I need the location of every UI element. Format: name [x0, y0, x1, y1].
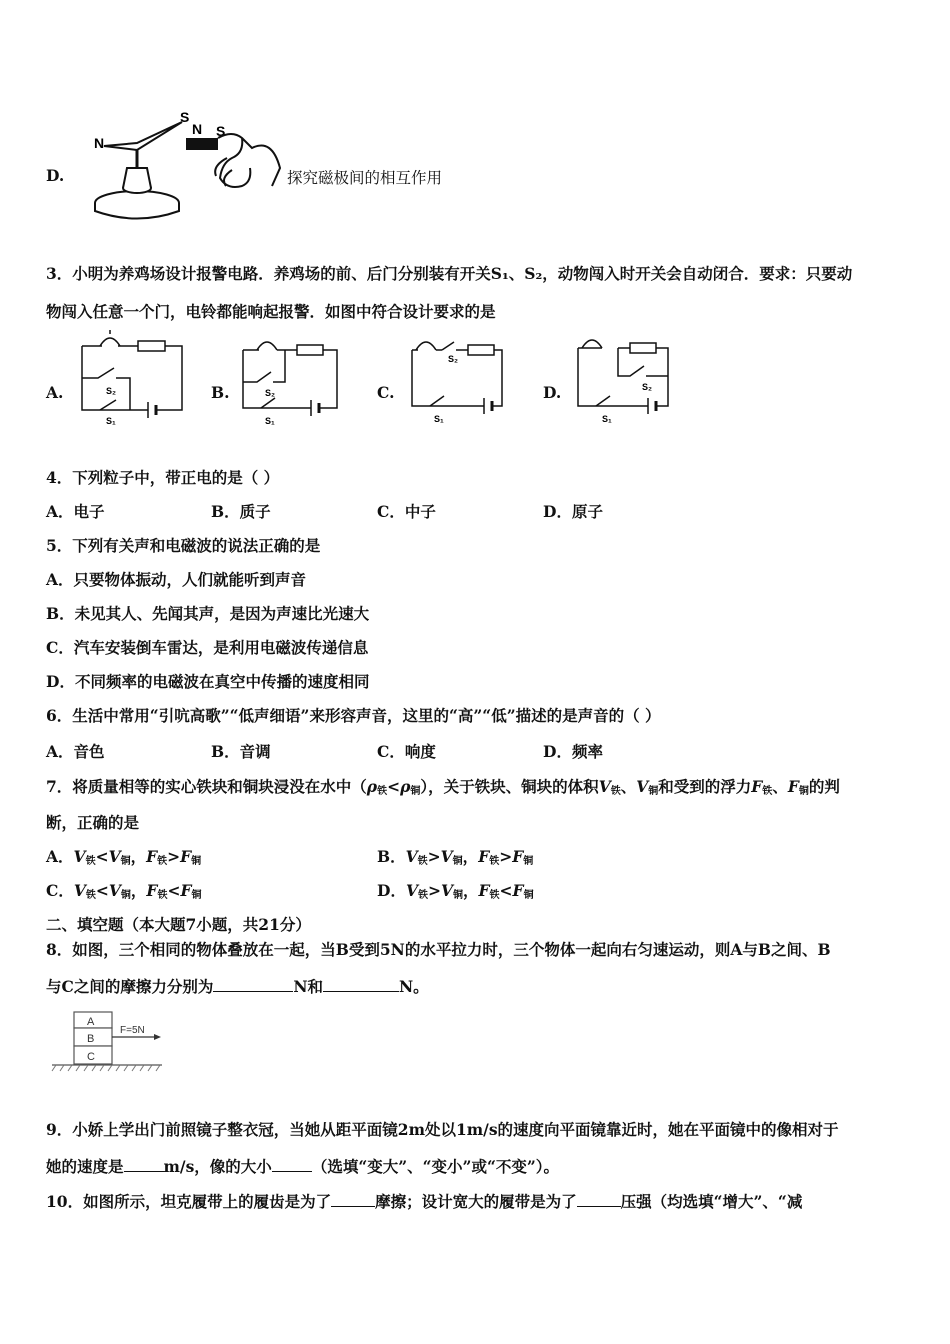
q5-option-b: B．未见其人、先闻其声，是因为声速比光速大: [46, 604, 370, 623]
q3-stem-line2: 物闯入任意一个门，电铃都能响起报警．如图中符合设计要求的是: [46, 302, 496, 321]
q7-v-tong: V: [636, 777, 649, 796]
q9-blank-size[interactable]: [272, 1156, 312, 1173]
hand-drawing: [215, 134, 280, 187]
q7-oc-vrel: <: [95, 881, 109, 900]
circuit-a-resistor: [138, 341, 165, 351]
q7-od-f1-sub: 铁: [489, 890, 500, 901]
q7-option-a: [46, 845, 201, 867]
section-2-title: 二、填空题（本大题7小题，共21分）: [46, 915, 311, 934]
q9-stem-line1: 9．小娇上学出门前照镜子整衣冠，当她从距平面镜2m处以1m/s的速度向平面镜靠近时，她在平面镜中的像相对于: [46, 1120, 839, 1139]
force-arrow-head: [154, 1034, 161, 1040]
q7-od-f1: F: [478, 881, 490, 900]
q8-line2-c: N。: [399, 977, 429, 996]
circuit-c-s1-label: S₁: [434, 414, 444, 424]
q10-line1-c: 压强（均选填“增大”、“减: [620, 1192, 803, 1211]
compass-magnet-figure: [92, 108, 287, 223]
magnetic-needle: [104, 122, 182, 150]
q4-option-a: A．电子: [46, 502, 105, 521]
q10-blank-pressure[interactable]: [577, 1191, 621, 1208]
q9-line2-b: m/s，像的大小: [163, 1157, 272, 1176]
q7-oa-f1: F: [146, 847, 158, 866]
block-a-label: A: [87, 1016, 95, 1028]
circuit-d-bell: [582, 340, 602, 348]
q6-option-b: B．音调: [211, 742, 271, 761]
q9-blank-speed[interactable]: [124, 1156, 164, 1173]
circuit-d-s1-switch: [596, 396, 610, 406]
q3-option-d-letter: D.: [543, 383, 562, 402]
q7-oa-f2-sub: 铜: [191, 856, 202, 867]
block-b-label: B: [87, 1033, 95, 1045]
q7-f-tie-sub: 铁: [762, 786, 773, 797]
q7-ob-v2: V: [440, 847, 453, 866]
q10-line1-a: 10．如图所示，坦克履带上的履齿是为了: [46, 1192, 332, 1211]
q7-od-v1-sub: 铁: [417, 890, 428, 901]
q6-option-d: D．频率: [543, 742, 603, 761]
circuit-b-resistor: [297, 345, 323, 355]
q7-od-v1: V: [405, 881, 418, 900]
circuit-a-s2-label: S₂: [106, 386, 117, 396]
q7-oa-v1: V: [73, 847, 86, 866]
circuit-a: [70, 328, 190, 428]
ground-hatching: [52, 1065, 160, 1071]
circuit-d-s1-label: S₁: [602, 414, 612, 424]
q8-stem-line2: [46, 975, 429, 997]
magnet-n-label: N: [192, 121, 203, 137]
q8-blank-bc[interactable]: [323, 976, 399, 993]
q6-stem: 6．生活中常用“引吭高歌”“低声细语”来形容声音，这里的“高”“低”描述的是声音的（ ）: [46, 706, 661, 725]
q7-ob-f2-sub: 铜: [523, 856, 534, 867]
circuit-d-s2-label: S₂: [642, 382, 653, 392]
q7-stem-b: ），关于铁块、铜块的体积: [420, 777, 599, 796]
needle-s-label: S: [180, 109, 190, 125]
q7-oc-f2-sub: 铜: [191, 890, 202, 901]
circuit-d-s2-switch: [618, 348, 668, 376]
q6-option-c: C．响度: [377, 742, 436, 761]
circuit-d: [568, 330, 678, 426]
q7-f-tong: F: [787, 777, 799, 796]
q7-stem-line2: 断，正确的是: [46, 813, 140, 832]
q7-oc-f1-sub: 铁: [157, 890, 168, 901]
q7-oa-v2: V: [108, 847, 121, 866]
stand-base-side: [95, 203, 179, 219]
q7-stem-d: 的判: [808, 777, 840, 796]
q7-sep-2: 、: [772, 777, 788, 796]
q7-stem-a: 7．将质量相等的实心铁块和铜块浸没在水中（: [46, 777, 367, 796]
circuit-b-s1-switch: [261, 398, 275, 408]
q7-rho-2: ρ: [400, 777, 411, 796]
q7-f-tie: F: [751, 777, 763, 796]
q7-od-v2-sub: 铜: [453, 890, 464, 901]
q7-option-b: [377, 845, 533, 867]
q7-oc-f1: F: [146, 881, 158, 900]
q7-f-tong-sub: 铜: [798, 786, 809, 797]
circuit-a-bell: [100, 338, 120, 346]
q4-stem: 4．下列粒子中，带正电的是（ ）: [46, 468, 280, 487]
q7-v-tie: V: [598, 777, 611, 796]
q7-oc-v2: V: [108, 881, 121, 900]
q7-v-tong-sub: 铜: [648, 786, 659, 797]
circuit-d-wires: [578, 348, 668, 406]
stand-body: [123, 168, 151, 188]
circuit-c-s2-switch: [442, 342, 454, 350]
q7-stem-line1: [46, 775, 840, 797]
q2-option-d-letter: D.: [46, 166, 65, 185]
q5-option-a: A．只要物体振动，人们就能听到声音: [46, 570, 307, 589]
q7-ob-f2: F: [512, 847, 524, 866]
circuit-b-bell: [257, 342, 277, 350]
q7-option-c: [46, 879, 201, 901]
stacked-blocks-figure: [50, 1008, 170, 1080]
magnet-s-label: S: [216, 123, 226, 139]
q7-ob-f1: F: [478, 847, 490, 866]
q8-blank-ab[interactable]: [213, 976, 293, 993]
q4-option-b: B．质子: [211, 502, 271, 521]
bar-magnet-n-end: [186, 138, 218, 150]
q7-sub-tie: 铁: [377, 786, 388, 797]
q9-stem-line2: [46, 1155, 559, 1177]
q7-sub-tong: 铜: [410, 786, 421, 797]
q3-stem-line1: 3．小明为养鸡场设计报警电路．养鸡场的前、后门分别装有开关S₁、S₂，动物闯入时开关会自动闭合．要求：只要动: [46, 264, 853, 283]
q4-option-c: C．中子: [377, 502, 436, 521]
circuit-c-s1-switch: [430, 396, 444, 406]
q9-line2-c: （选填“变大”、“变小”或“不变”）。: [311, 1157, 560, 1176]
q7-oc-frel: <: [167, 881, 181, 900]
circuit-c-bell: [416, 342, 436, 350]
force-label: F=5N: [120, 1025, 145, 1036]
q8-line2-a: 与C之间的摩擦力分别为: [46, 977, 214, 996]
q7-lt: <: [387, 777, 401, 796]
q3-option-b-letter: B.: [211, 383, 230, 402]
circuit-b-wires: [243, 350, 337, 408]
q7-oc-v1-sub: 铁: [85, 890, 96, 901]
q7-od-f2-sub: 铜: [523, 890, 534, 901]
q7-oa-frel: >: [167, 847, 181, 866]
q7-option-c-letter: C．: [46, 881, 74, 900]
circuit-c-resistor: [468, 345, 494, 355]
q7-rho: ρ: [366, 777, 378, 796]
q5-stem: 5．下列有关声和电磁波的说法正确的是: [46, 536, 321, 555]
q7-ob-frel: >: [499, 847, 513, 866]
circuit-a-s1-label: S₁: [106, 416, 116, 426]
block-c-label: C: [87, 1051, 95, 1063]
q10-line1-b: 摩擦；设计宽大的履带是为了: [375, 1192, 577, 1211]
q7-oa-comma: ，: [130, 847, 147, 866]
q7-oc-comma: ，: [130, 881, 147, 900]
circuit-d-resistor: [630, 343, 656, 353]
q2-option-d-text: 探究磁极间的相互作用: [287, 169, 443, 187]
q7-option-d: [377, 879, 534, 901]
q7-ob-v1: V: [405, 847, 418, 866]
q7-ob-v2-sub: 铜: [452, 856, 463, 867]
q7-option-a-letter: A．: [46, 847, 74, 866]
q7-v-tie-sub: 铁: [610, 786, 621, 797]
q7-oc-f2: F: [180, 881, 192, 900]
q10-stem-line1: [46, 1190, 802, 1212]
circuit-c-s2-label: S₂: [448, 354, 459, 364]
q7-oa-f2: F: [180, 847, 192, 866]
circuit-a-s1-switch: [100, 400, 116, 410]
q7-option-d-letter: D．: [377, 881, 406, 900]
circuit-b-s2-switch: [243, 350, 285, 382]
q7-od-comma: ，: [463, 881, 479, 900]
q7-oa-vrel: <: [95, 847, 109, 866]
q4-option-d: D．原子: [543, 502, 603, 521]
q7-ob-f1-sub: 铁: [489, 856, 500, 867]
q7-od-frel: <: [499, 881, 513, 900]
q8-stem-line1: 8．如图，三个相同的物体叠放在一起，当B受到5N的水平拉力时，三个物体一起向右匀速运动，则A与B之间、B: [46, 940, 831, 959]
q3-option-a-letter: A.: [46, 383, 64, 402]
q7-oc-v1: V: [73, 881, 86, 900]
q7-stem-c: 和受到的浮力: [658, 777, 752, 796]
q3-option-c-letter: C.: [377, 383, 395, 402]
q6-option-a: A．音色: [46, 742, 105, 761]
q7-option-b-letter: B．: [377, 847, 406, 866]
q9-line2-a: 她的速度是: [46, 1157, 124, 1176]
q7-ob-comma: ，: [462, 847, 479, 866]
q7-oa-v2-sub: 铜: [120, 856, 131, 867]
circuit-b-s1-label: S₁: [265, 416, 275, 426]
q5-option-c: C．汽车安装倒车雷达，是利用电磁波传递信息: [46, 638, 369, 657]
q7-oa-f1-sub: 铁: [157, 856, 168, 867]
q7-ob-vrel: >: [427, 847, 441, 866]
q7-od-v2: V: [440, 881, 454, 900]
needle-n-label: N: [94, 135, 105, 151]
q7-sep-1: 、: [620, 777, 637, 796]
q7-oa-v1-sub: 铁: [85, 856, 96, 867]
q5-option-d: D．不同频率的电磁波在真空中传播的速度相同: [46, 672, 370, 691]
q10-blank-friction[interactable]: [331, 1191, 375, 1208]
circuit-b-s2-label: S₂: [265, 388, 276, 398]
q7-oc-v2-sub: 铜: [120, 890, 131, 901]
q7-od-vrel: >: [427, 881, 441, 900]
circuit-b: [233, 330, 343, 430]
q8-line2-b: N和: [293, 977, 324, 996]
q7-od-f2: F: [512, 881, 524, 900]
circuit-c: [402, 334, 512, 430]
q7-ob-v1-sub: 铁: [417, 856, 428, 867]
